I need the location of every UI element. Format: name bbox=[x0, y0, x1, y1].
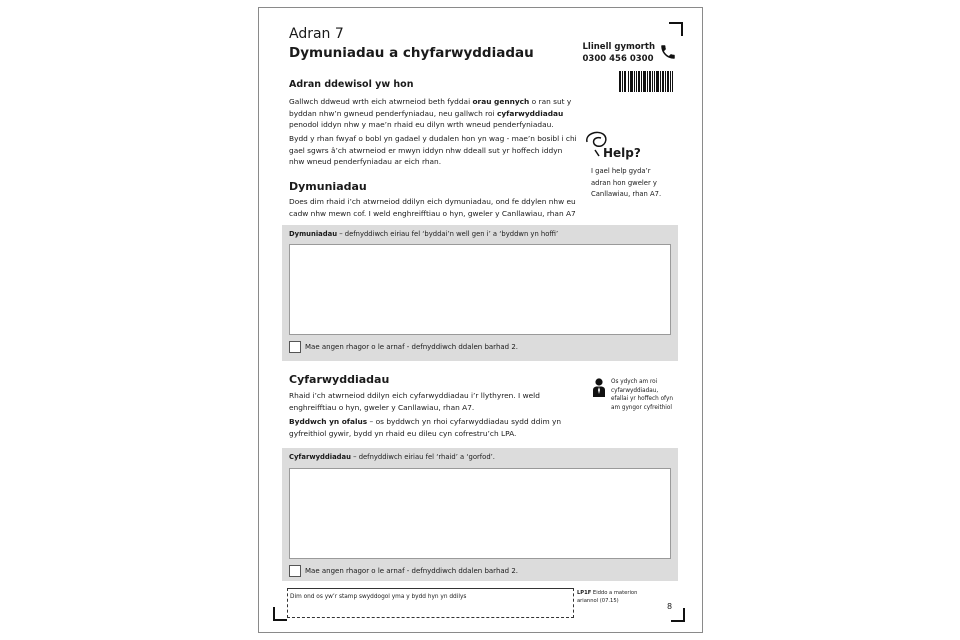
barcode bbox=[619, 71, 673, 92]
stamp-note: Dim ond os yw’r stamp swyddogol yma y bydd hyn yn ddilys bbox=[290, 594, 467, 600]
corner-mark-bottom-right bbox=[671, 608, 685, 622]
helpline-number: 0300 456 0300 bbox=[582, 54, 654, 64]
instructions-textarea[interactable] bbox=[289, 468, 671, 559]
lawyer-icon bbox=[592, 378, 606, 398]
phone-icon bbox=[659, 43, 677, 61]
preferences-continuation-label: Mae angen rhagor o le arnaf - defnyddiwch ddalen barhad 2. bbox=[305, 343, 519, 351]
instructions-panel bbox=[282, 448, 678, 581]
preferences-continuation-checkbox[interactable] bbox=[289, 341, 301, 353]
instructions-heading: Cyfarwyddiadau bbox=[289, 373, 390, 386]
section-number: Adran 7 bbox=[289, 26, 344, 42]
optional-paragraph-1: Gallwch ddweud wrth eich atwrneiod beth fyddai orau gennych o ran sut y byddan nhw’n gwneud penderfyniadau, neu gallwch roi cyfarwyddiadau penodol iddyn nhw y mae’n rhaid eu dilyn wrth wneud penderfyniadau. bbox=[289, 97, 572, 129]
preferences-paragraph: Does dim rhaid i’ch atwrneiod ddilyn eich dymuniadau, ond fe ddylen nhw eu cadw nhw mewn cof. I weld enghreifftiau o hyn, gweler y Canllawiau, rhan A7 bbox=[289, 197, 576, 218]
instructions-side-note: Os ydych am roi cyfarwyddiadau, efallai yr hoffech ofyn am gyngor cyfreithiol bbox=[611, 379, 673, 411]
preferences-panel bbox=[282, 225, 678, 361]
instructions-continuation-checkbox[interactable] bbox=[289, 565, 301, 577]
optional-heading: Adran ddewisol yw hon bbox=[289, 79, 414, 90]
preferences-textarea[interactable] bbox=[289, 244, 671, 335]
corner-mark-bottom-left bbox=[273, 607, 287, 621]
form-page bbox=[258, 7, 703, 633]
instructions-box-label: Cyfarwyddiadau – defnyddiwch eiriau fel ‘rhaid’ a ‘gorfod’. bbox=[289, 453, 495, 461]
helpline bbox=[583, 41, 655, 65]
help-text: I gael help gyda’r adran hon gweler y Canllawiau, rhan A7. bbox=[591, 167, 662, 198]
preferences-box-label: Dymuniadau – defnyddiwch eiriau fel ‘byddai’n well gen i’ a ‘byddwn yn hoffi’ bbox=[289, 230, 559, 238]
page-title: Dymuniadau a chyfarwyddiadau bbox=[289, 45, 534, 61]
page-number: 8 bbox=[667, 602, 673, 611]
corner-mark-top-right bbox=[669, 22, 683, 36]
optional-paragraph-2: Bydd y rhan fwyaf o bobl yn gadael y dudalen hon yn wag - mae’n bosibl i chi gael sgwrs â’ch atwrneiod er mwyn iddyn nhw ddeall sut yr hoffech iddyn nhw wneud penderfyniadau ar eich rhan. bbox=[289, 134, 577, 166]
form-reference: LP1F Eiddo a materion ariannol (07.15) bbox=[577, 590, 638, 604]
instructions-paragraph-1: Rhaid i’ch atwrneiod ddilyn eich cyfarwyddiadau i’r llythyren. I weld enghreifftiau o hyn, gweler y Canllawiau, rhan A7. bbox=[289, 391, 540, 412]
helpline-label: Llinell gymorth bbox=[582, 42, 655, 52]
preferences-heading: Dymuniadau bbox=[289, 180, 367, 193]
instructions-continuation-label: Mae angen rhagor o le arnaf - defnyddiwch ddalen barhad 2. bbox=[305, 567, 519, 575]
instructions-paragraph-2: Byddwch yn ofalus – os byddwch yn rhoi cyfarwyddiadau sydd ddim yn gyfreithiol gywir, bydd yn rhaid eu dileu cyn cofrestru’ch LPA. bbox=[289, 417, 562, 438]
official-stamp-box bbox=[287, 588, 574, 618]
help-label: Help? bbox=[603, 146, 641, 160]
